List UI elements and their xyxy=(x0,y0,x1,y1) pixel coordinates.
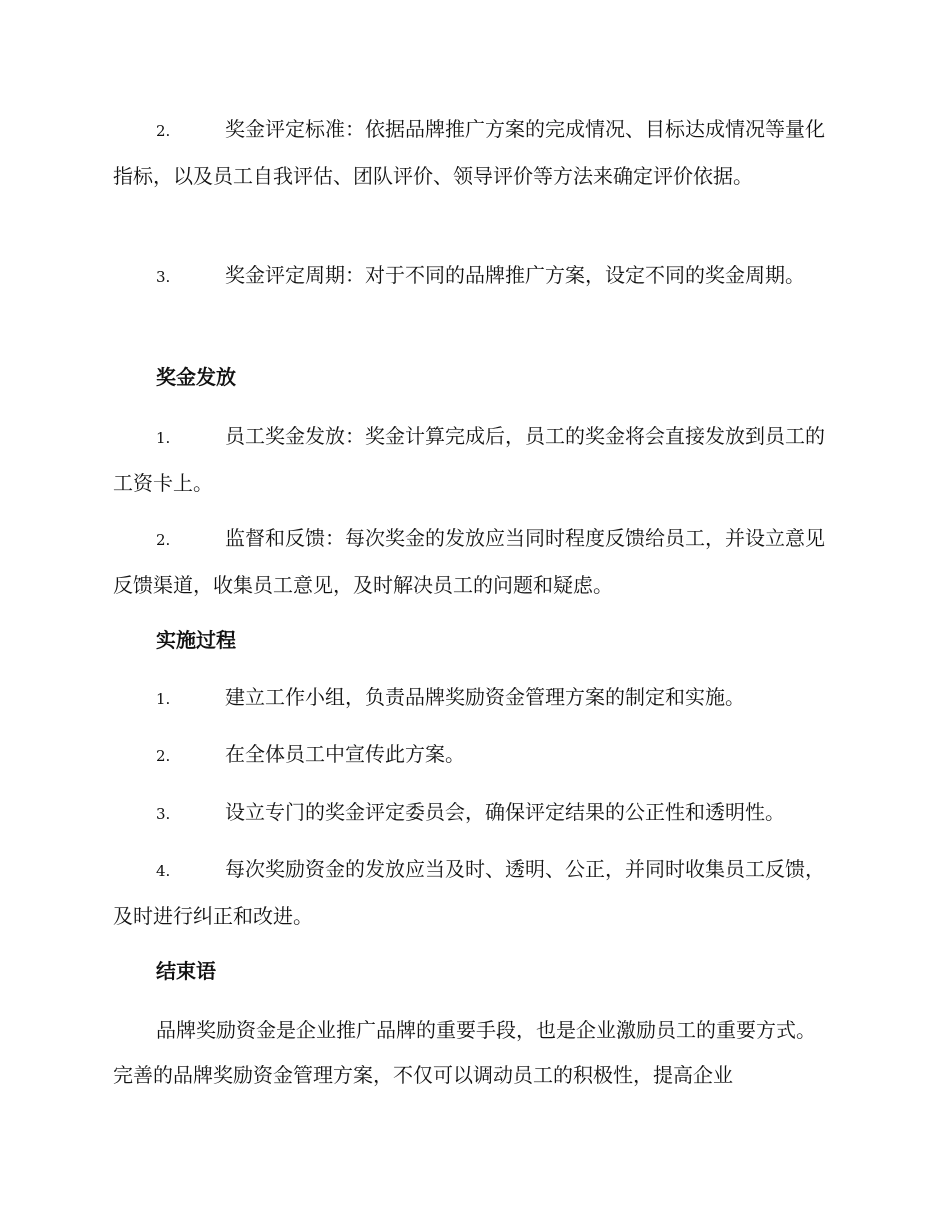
list-number: 2. xyxy=(156,122,171,140)
section-heading: 奖金发放 xyxy=(156,365,236,389)
list-number: 4. xyxy=(156,862,171,880)
list-item xyxy=(113,675,835,722)
section-heading: 结束语 xyxy=(156,959,216,983)
list-number: 1. xyxy=(156,429,171,447)
list-number: 3. xyxy=(156,268,171,286)
list-text: 在全体员工中宣传此方案。 xyxy=(225,742,465,766)
list-text: 设立专门的奖金评定委员会，确保评定结果的公正性和透明性。 xyxy=(225,800,785,824)
list-item xyxy=(113,414,835,506)
list-item xyxy=(113,790,835,837)
list-text: 奖金评定标准：依据品牌推广方案的完成情况、目标达成情况等量化指标，以及员工自我评估、团队评价、领导评价等方法来确定评价依据。 xyxy=(113,117,825,188)
list-text: 建立工作小组，负责品牌奖励资金管理方案的制定和实施。 xyxy=(225,685,745,709)
list-text: 奖金评定周期：对于不同的品牌推广方案，设定不同的奖金周期。 xyxy=(225,263,805,287)
list-item xyxy=(113,732,835,779)
list-item xyxy=(113,253,835,300)
list-item xyxy=(113,847,835,939)
paragraph: 品牌奖励资金是企业推广品牌的重要手段，也是企业激励员工的重要方式。完善的品牌奖励资金管理方案，不仅可以调动员工的积极性，提高企业 xyxy=(113,1018,816,1087)
list-number: 3. xyxy=(156,805,171,823)
list-item xyxy=(113,516,835,608)
list-text: 员工奖金发放：奖金计算完成后，员工的奖金将会直接发放到员工的工资卡上。 xyxy=(113,424,825,495)
list-text: 每次奖励资金的发放应当及时、透明、公正，并同时收集员工反馈，及时进行纠正和改进。 xyxy=(113,857,825,928)
list-text: 监督和反馈：每次奖金的发放应当同时程度反馈给员工，并设立意见反馈渠道，收集员工意见，及时解决员工的问题和疑虑。 xyxy=(113,526,825,597)
list-number: 2. xyxy=(156,531,171,549)
list-number: 1. xyxy=(156,690,171,708)
list-number: 2. xyxy=(156,747,171,765)
section-heading: 实施过程 xyxy=(156,628,236,652)
list-item xyxy=(113,107,835,199)
